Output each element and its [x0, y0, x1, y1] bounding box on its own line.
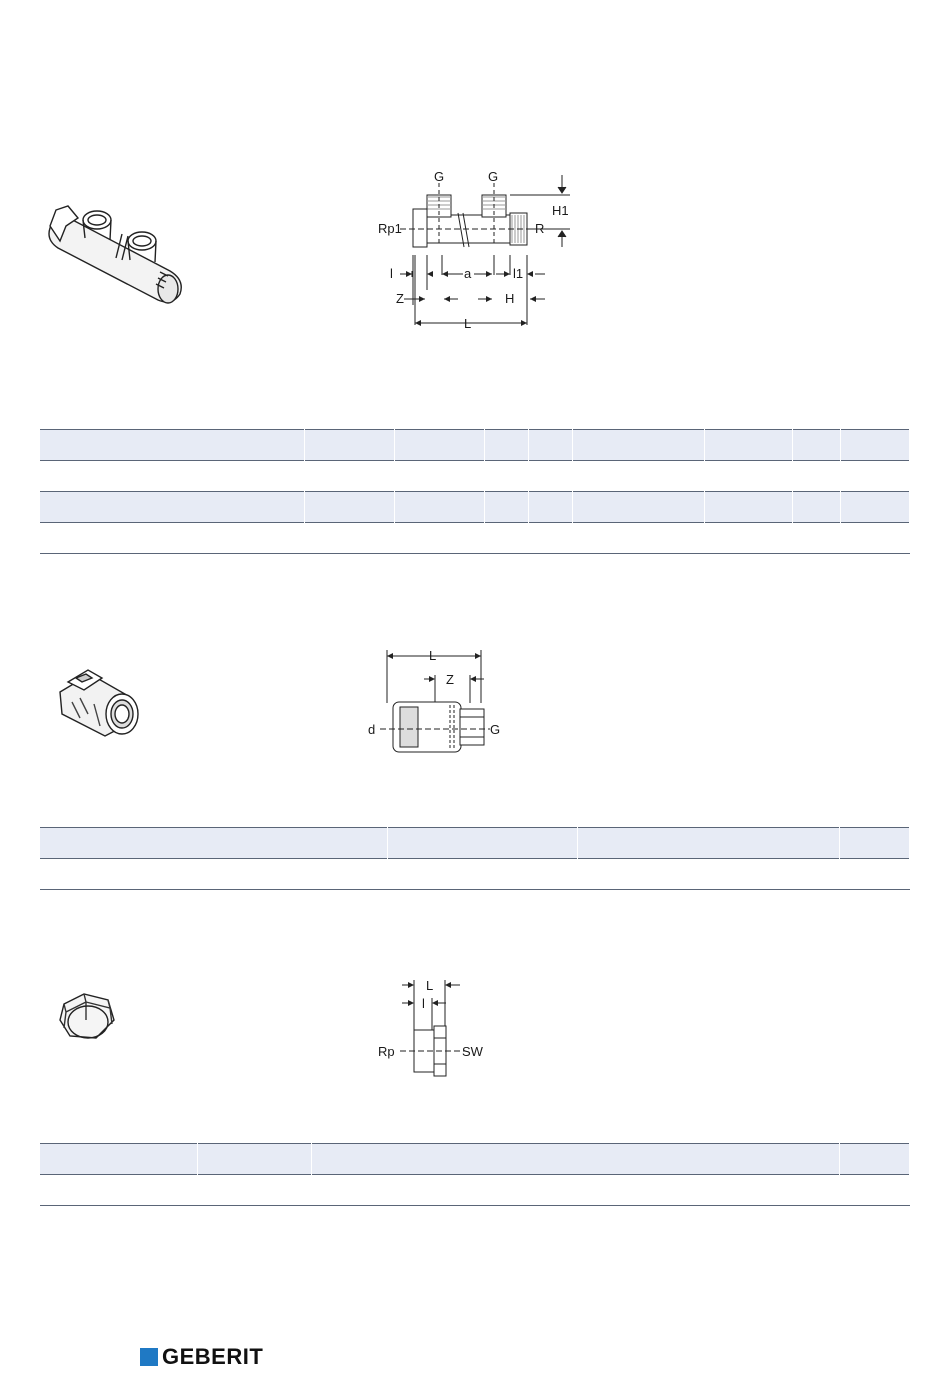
spec-table-2 — [40, 827, 910, 890]
manifold-fitting-icon — [40, 196, 195, 311]
table-row — [40, 430, 909, 461]
dim-label-sw: SW — [462, 1044, 483, 1059]
table-row — [40, 492, 909, 523]
spec-table-3 — [40, 1143, 910, 1206]
connector-dimension-drawing — [360, 645, 510, 760]
table-row — [40, 1144, 909, 1175]
logo-wordmark: GEBERIT — [162, 1344, 264, 1369]
table-row — [40, 461, 909, 492]
dim-label-l: L — [429, 648, 437, 663]
dim-label-z: Z — [396, 291, 404, 306]
dim-label-z: Z — [446, 672, 454, 687]
manifold-dimension-drawing — [370, 165, 590, 340]
table-row — [40, 1175, 909, 1206]
dim-label-l-total: L — [464, 316, 472, 331]
dim-label-l-small: l — [422, 996, 425, 1011]
geberit-logo — [140, 1346, 263, 1368]
table-row — [40, 523, 909, 554]
spec-table-1 — [40, 429, 910, 554]
dim-label-a: a — [464, 266, 472, 281]
hex-plug-icon — [52, 990, 120, 1048]
dim-label-h1: H1 — [552, 203, 569, 218]
connector-fitting-icon — [50, 662, 145, 742]
logo-square-icon — [140, 1348, 158, 1366]
dim-label-g: G — [490, 722, 501, 737]
dim-label-rp: Rp — [378, 1044, 395, 1059]
dim-label-r: R — [535, 221, 545, 236]
dim-label-d: d — [368, 722, 376, 737]
dim-label-l-total: L — [426, 978, 434, 993]
table-row — [40, 828, 909, 859]
table-row — [40, 859, 909, 890]
dim-label-g-right: G — [488, 169, 499, 184]
dim-label-g-left: G — [434, 169, 445, 184]
dim-label-l-small: l — [390, 266, 393, 281]
dim-label-l1: l1 — [513, 266, 524, 281]
dim-label-h: H — [505, 291, 515, 306]
dim-label-rp1: Rp1 — [378, 221, 402, 236]
plug-dimension-drawing — [370, 972, 500, 1082]
